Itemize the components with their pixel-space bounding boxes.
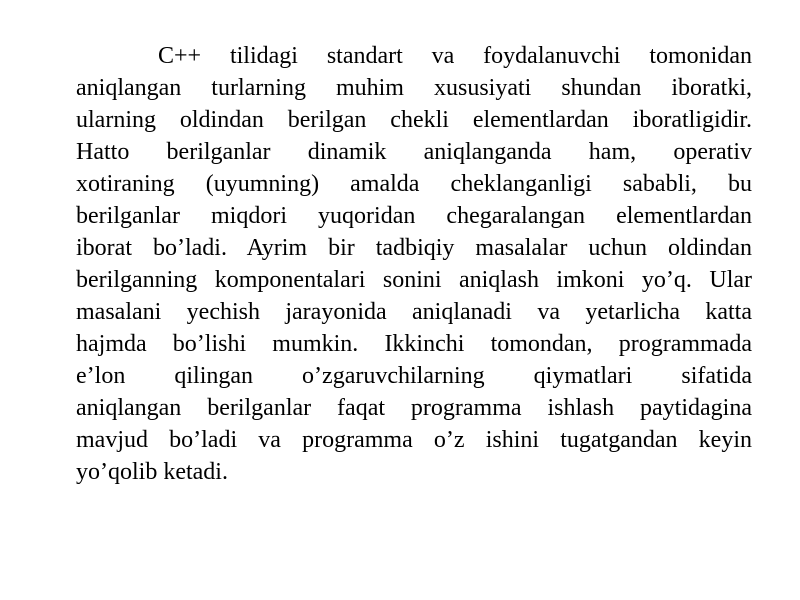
paragraph-line: aniqlangan berilganlar faqat programma ishlash paytidagina <box>76 395 752 421</box>
paragraph-line: hajmda bo’lishi mumkin. Ikkinchi tomondan, programmada <box>76 331 752 357</box>
paragraph-line: xotiraning (uyumning) amalda cheklanganligi sababli, bu <box>76 171 752 197</box>
body-paragraph <box>76 40 752 488</box>
paragraph-line: mavjud bo’ladi va programma o’z ishini tugatgandan keyin <box>76 427 752 453</box>
paragraph-line: berilganning komponentalari sonini aniqlash imkoni yo’q. Ular <box>76 267 752 293</box>
paragraph-line: Hatto berilganlar dinamik aniqlanganda ham, operativ <box>76 139 752 165</box>
paragraph-line: ularning oldindan berilgan chekli elementlardan iboratligidir. <box>76 107 752 133</box>
paragraph-line: aniqlangan turlarning muhim xususiyati shundan iboratki, <box>76 75 752 101</box>
paragraph-line: e’lon qilingan o’zgaruvchilarning qiymatlari sifatida <box>76 363 752 389</box>
paragraph-line: masalani yechish jarayonida aniqlanadi va yetarlicha katta <box>76 299 752 325</box>
paragraph-line: yo’qolib ketadi. <box>76 459 228 485</box>
paragraph-line: C++ tilidagi standart va foydalanuvchi tomonidan <box>158 43 752 69</box>
paragraph-line: iborat bo’ladi. Ayrim bir tadbiqiy masalalar uchun oldindan <box>76 235 752 261</box>
paragraph-line: berilganlar miqdori yuqoridan chegaralangan elementlardan <box>76 203 752 229</box>
